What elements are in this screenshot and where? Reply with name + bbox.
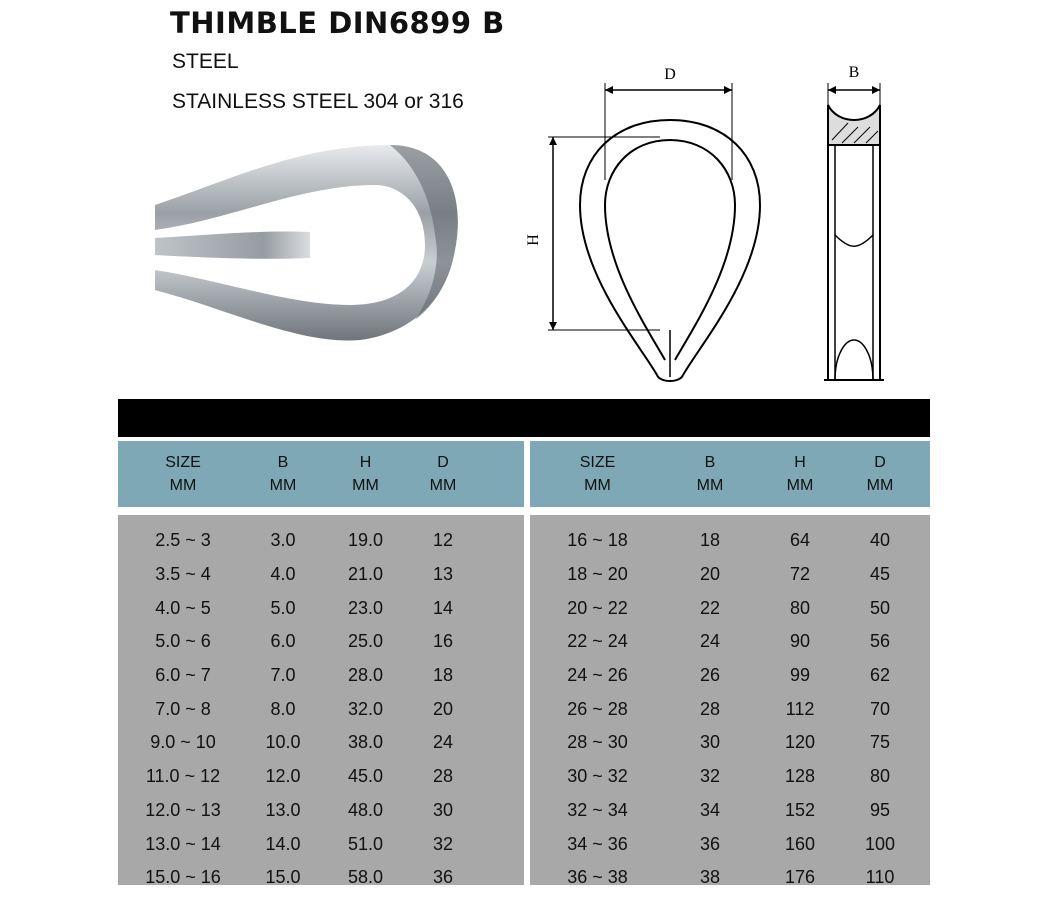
table-row: 20 ~ 22 22 80 50 [567, 597, 891, 618]
label-h: H [525, 234, 542, 246]
side-view-drawing [810, 55, 890, 390]
table-row: 2.5 ~ 3 3.0 19.0 12 [155, 530, 454, 551]
table-row: 5.0 ~ 6 6.0 25.0 16 [155, 631, 454, 652]
header-h: H MM [786, 454, 814, 494]
label-b: B [848, 64, 860, 81]
table-row: 26 ~ 28 28 112 70 [567, 698, 891, 719]
label-d: D [664, 66, 676, 83]
table-right [530, 441, 930, 888]
table-title-bar [118, 399, 930, 437]
table-row: 32 ~ 34 34 152 95 [567, 799, 891, 820]
header-d: D MM [866, 454, 894, 494]
table-row: 9.0 ~ 10 10.0 38.0 24 [150, 732, 454, 753]
table-row: 6.0 ~ 7 7.0 28.0 18 [155, 665, 454, 686]
table-row: 3.5 ~ 4 4.0 21.0 13 [155, 564, 454, 585]
table-left [118, 441, 524, 888]
header-b: B MM [696, 454, 724, 494]
table-row: 24 ~ 26 26 99 62 [567, 665, 891, 686]
table-row: 11.0 ~ 12 12.0 45.0 28 [145, 766, 454, 787]
table-header [118, 441, 524, 507]
table-row: 36 ~ 38 38 176 110 [567, 867, 895, 888]
header-h: H MM [352, 454, 379, 494]
table-row: 7.0 ~ 8 8.0 32.0 20 [155, 698, 454, 719]
table-row: 16 ~ 18 18 64 40 [567, 530, 891, 551]
table-row: 15.0 ~ 16 15.0 58.0 36 [145, 867, 454, 888]
table-header [530, 441, 930, 507]
table-row: 13.0 ~ 14 14.0 51.0 32 [145, 833, 454, 854]
header-d: D MM [429, 454, 457, 494]
thimble-photo [150, 140, 465, 345]
header-b: B MM [269, 454, 297, 494]
material-steel: STEEL [172, 50, 239, 73]
table-body [118, 515, 524, 888]
table-row: 4.0 ~ 5 5.0 23.0 14 [155, 597, 454, 618]
material-stainless: STAINLESS STEEL 304 or 316 [172, 90, 464, 113]
table-row: 18 ~ 20 20 72 45 [567, 564, 891, 585]
front-view-drawing [520, 55, 790, 390]
page-title: THIMBLE DIN6899 B [170, 6, 505, 40]
header-size: SIZE MM [579, 454, 616, 494]
table-row: 22 ~ 24 24 90 56 [567, 631, 891, 652]
table-body [530, 515, 930, 888]
header-size: SIZE MM [165, 454, 201, 494]
table-row: 30 ~ 32 32 128 80 [567, 766, 891, 787]
table-row: 34 ~ 36 36 160 100 [567, 833, 896, 854]
table-row: 28 ~ 30 30 120 75 [567, 732, 891, 753]
table-row: 12.0 ~ 13 13.0 48.0 30 [145, 799, 454, 820]
